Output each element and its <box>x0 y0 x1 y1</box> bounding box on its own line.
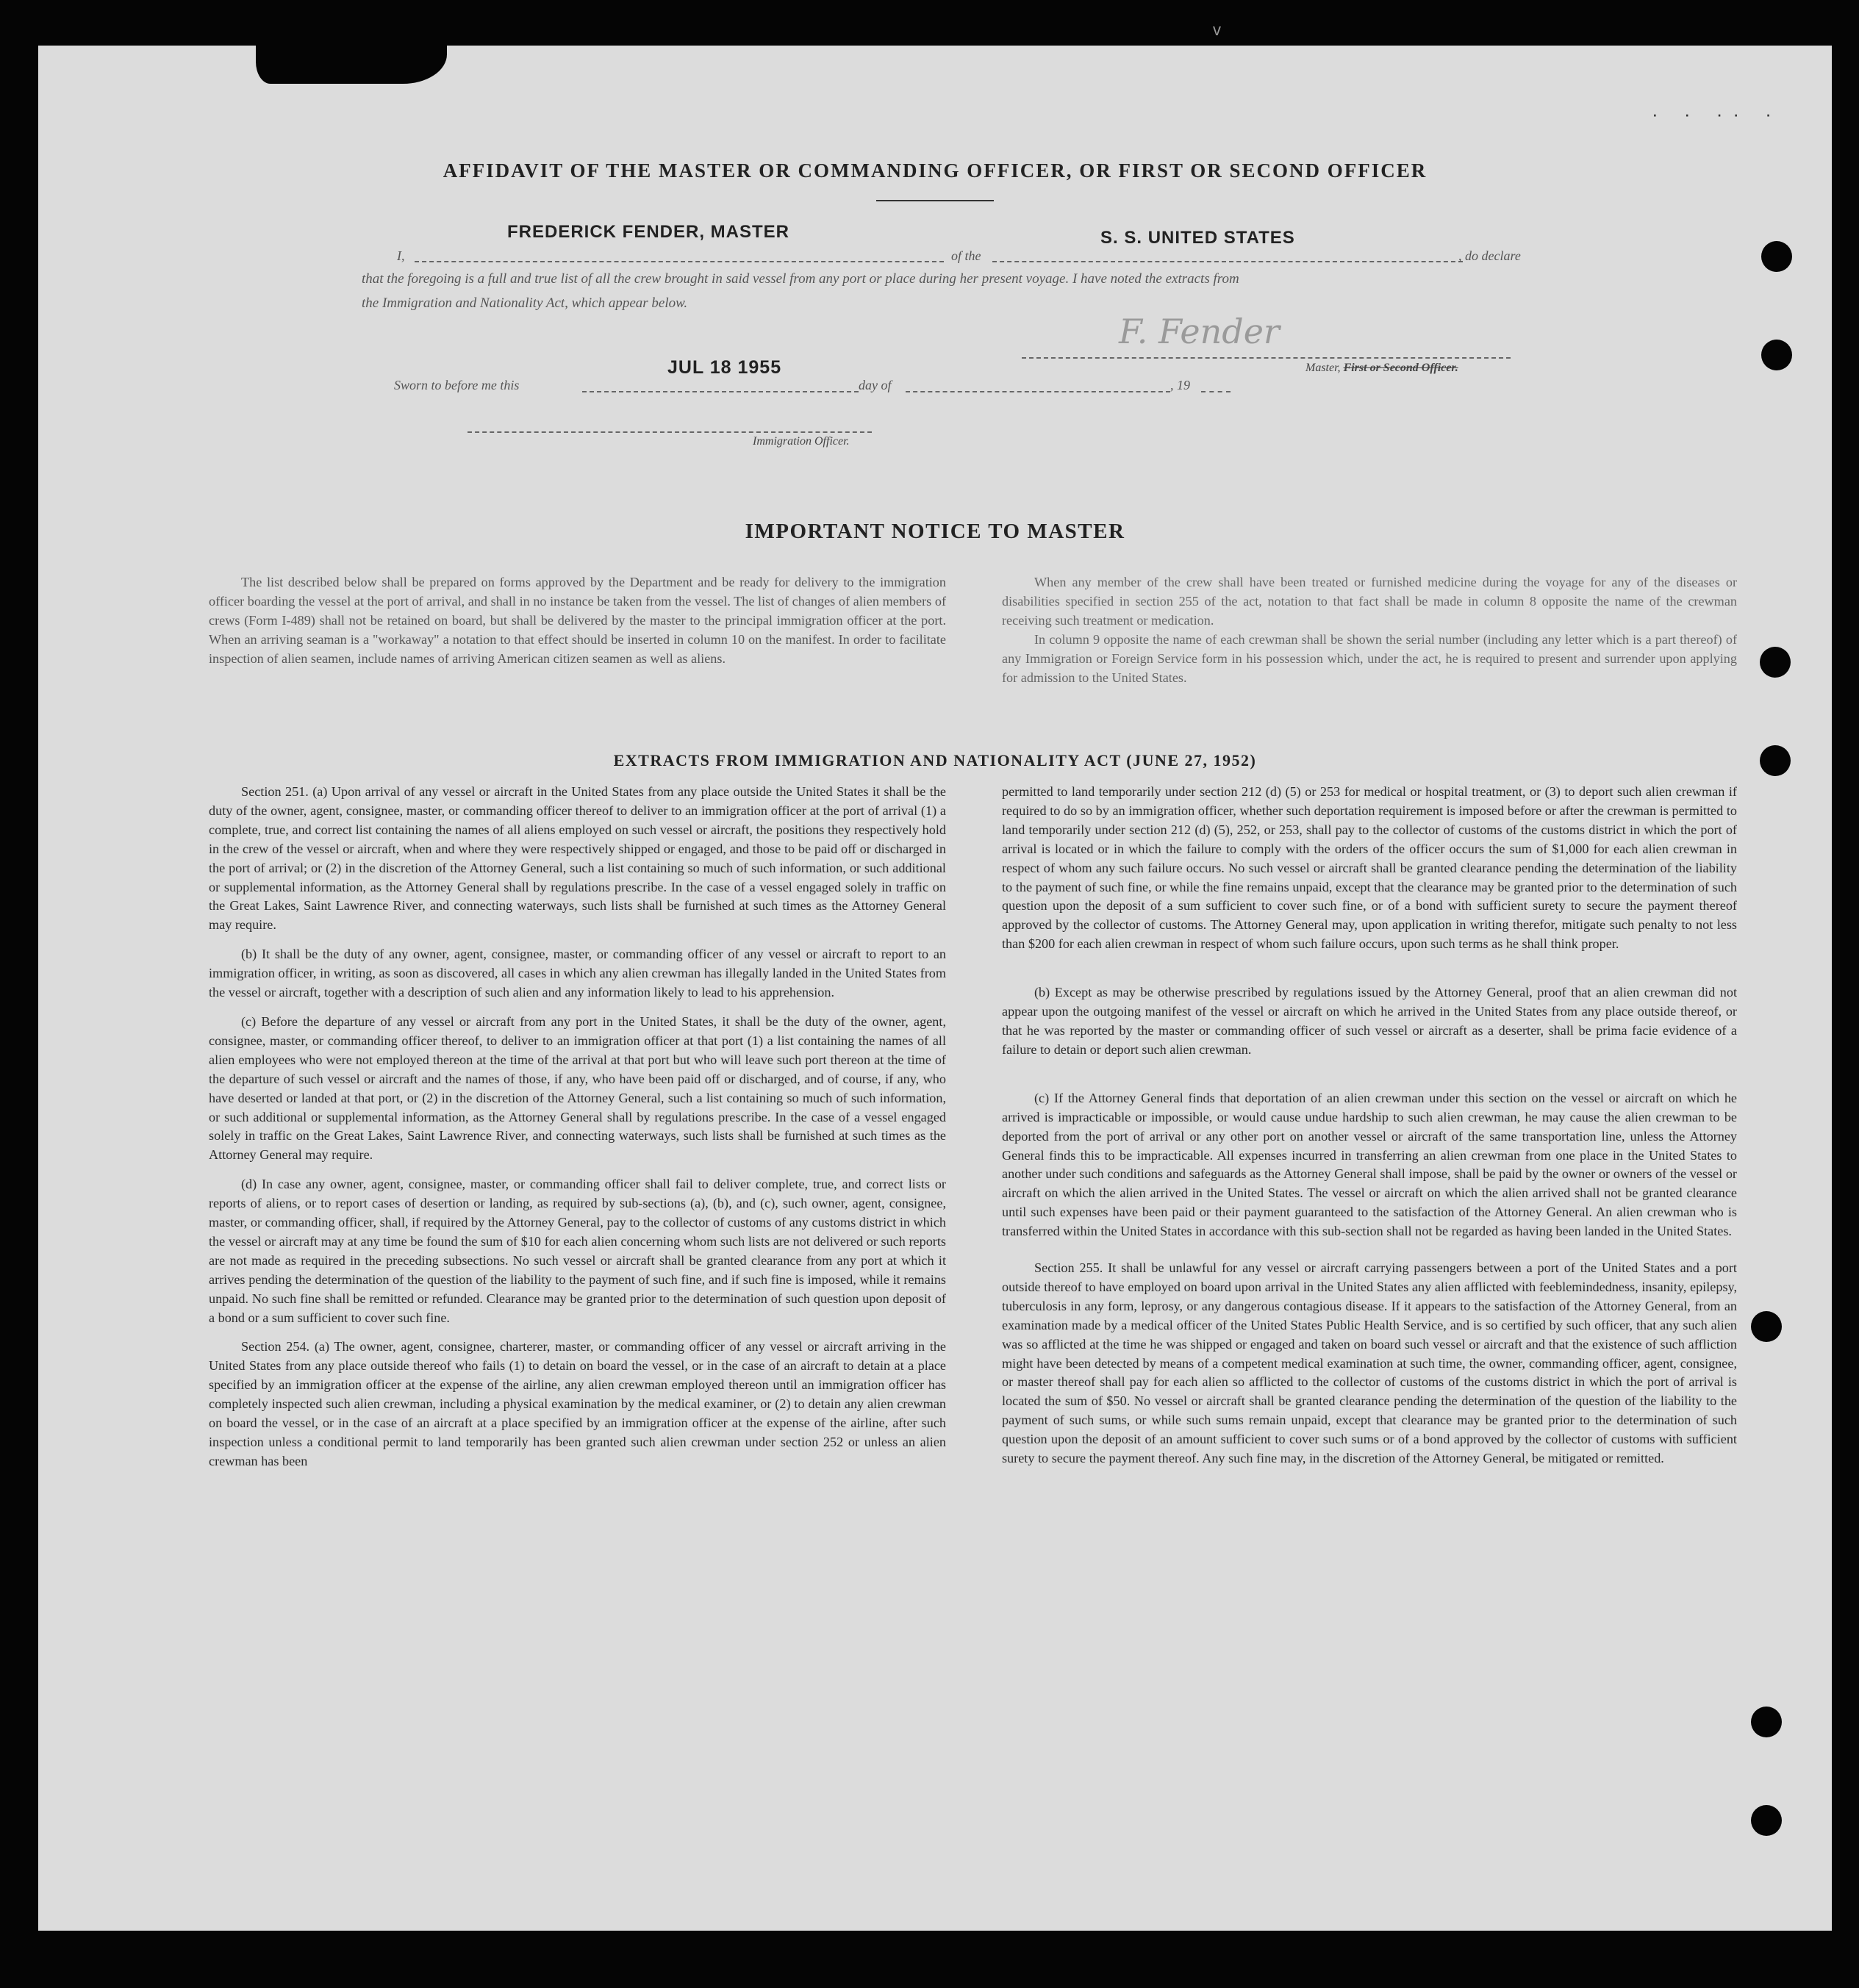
master-signature: F. Fender <box>1119 312 1280 351</box>
punch-hole <box>1761 340 1792 370</box>
section-254-c: (c) If the Attorney General finds that deportation of an alien crewman under this section on the vessel or aircraft on which he arrived is impracticable or impossible, or would cause undue hardship to such alien crewman, he may cause the alien crewman to be deported from the port of arrival or any other port on another vessel or aircraft of the same transportation line, unless the Attorney General finds this to be impracticable. All expenses incurred in transferring an alien crewman from one place in the United States to another under such conditions and safeguards as the Attorney General shall impose, shall be paid by the owner or owners of the vessel or aircraft on which the alien arrived in the United States. The vessel or aircraft on which the alien arrived shall not be granted clearance until such expenses have been paid or their payment guaranteed to the satisfaction of the Attorney General. An alien crewman who is transferred within the United States in accordance with this sub-section shall not be regarded as having been landed in the United States. <box>1002 1090 1737 1239</box>
punch-hole <box>1760 647 1791 678</box>
document-page <box>38 46 1832 1931</box>
immigration-officer-label: Immigration Officer. <box>753 435 850 448</box>
section-251-d: (d) In case any owner, agent, consignee, master, or commanding officer shall fail to deliver complete, true, and correct lists or reports of aliens, or to report cases of desertion or landing, as required by sub-sections (a), (b), and (c), such owner, agent, consignee, master, or commanding officer, shall, if required by the Attorney General, pay to the collector of customs of any customs district in which the vessel or aircraft may at any time be found the sum of $10 for each alien concerning whom such lists are not delivered or such reports are not made as required in the preceding subsections. No such vessel or aircraft shall be granted clearance from any port at which it arrives pending the determination of the question of the liability to the payment of such fine, and if such fine is imposed, while it remains unpaid. No such fine shall be remitted or refunded. Clearance may be granted prior to the determination of such question upon deposit of a bond or a sum sufficient to cover such fine. <box>209 1177 946 1325</box>
notice-right-column <box>1002 573 1737 687</box>
nineteen-label: , 19 <box>1170 378 1190 392</box>
notice-title: IMPORTANT NOTICE TO MASTER <box>745 520 1125 543</box>
section-251-c: (c) Before the departure of any vessel or aircraft from any port in the United States, it shall be the duty of the owner, agent, consignee, master, or commanding officer thereof, to deliver to an immigration officer at that port (1) a list containing the names of all alien employees who were not employed thereon at the time of the arrival at that port but who will leave such port thereon at the time of the departure of such vessel or aircraft and the names of those, if any, who have been paid off or discharged, and of course, if any, who have deserted or landed at that port, or (2) in the discretion of the Attorney General, such a list containing so much of such information, or such additional or supplemental information, as the Attorney General shall by regulations prescribe. In the case of a vessel engaged solely in traffic on the Great Lakes, Saint Lawrence River, and connecting waterways, such lists shall be furnished at such times as the Attorney General may require. <box>209 1013 946 1163</box>
section-251-b: (b) It shall be the duty of any owner, agent, consignee, master, or commanding officer of any vessel or aircraft to report to an immigration officer, in writing, as soon as discovered, all cases in which any alien crewman has illegally landed in the United States from the vessel or aircraft, together with a description of such alien and any information likely to lead to his apprehension. <box>209 947 946 1000</box>
signature-title <box>1305 362 1458 375</box>
corner-marks: · · ·· · <box>1652 103 1782 125</box>
vessel-value: S. S. UNITED STATES <box>1100 228 1295 248</box>
signature-underline <box>1022 357 1511 359</box>
torn-corner <box>256 43 447 84</box>
sworn-label: Sworn to before me this <box>394 378 520 392</box>
i-label: I, <box>397 248 405 263</box>
notice-left-column <box>209 573 946 679</box>
notice-right-paragraph-1: When any member of the crew shall have been treated or furnished medicine during the voyage for any of the diseases or disabilities specified in section 255 of the act, notation to that fact shall be made in column 8 opposite the name of the crewman receiving such treatment or medication. <box>1002 575 1737 628</box>
name-value: FREDERICK FENDER, MASTER <box>507 222 790 242</box>
year-underline <box>1201 391 1231 392</box>
sworn-day-underline <box>582 391 859 392</box>
notice-right-paragraph-2: In column 9 opposite the name of each crewman shall be shown the serial number (including any letter which is a part thereof) of any Immigration or Foreign Service form in his possession which, under the act, he is required to present and surrender upon applying for admission to the United States. <box>1002 631 1737 685</box>
officer-underline <box>468 431 872 433</box>
declaration-line-1: that the foregoing is a full and true list of all the crew brought in said vessel from any port or place during her present voyage. I have noted the extracts from <box>362 271 1239 287</box>
date-stamp: JUL 18 1955 <box>667 357 782 378</box>
of-the-label: of the <box>951 248 981 263</box>
section-254-a-continued: permitted to land temporarily under section 212 (d) (5) or 253 for medical or hospital treatment, or (3) to deport such alien crewman if required to do so by an immigration officer, whether such deportation requirement is imposed before or after the crewman is permitted to land temporarily under section 212 (d) (5), 252, or 253, shall pay to the collector of customs of the customs district in which the port of arrival is located or in which the failure to comply with the orders of the officer occurs the sum of $1,000 for each alien crewman in respect of whom any such failure occurs. No such vessel or aircraft shall be granted clearance pending the determination of the liability to the payment of such fine, or while the fine remains unpaid, except that the clearance may be granted prior to the determination of such question upon the deposit of a sum sufficient to cover such fine, or of a bond with sufficient surety to secure the payment thereof approved by the collector of customs. The Attorney General may, upon application in writing therefor, mitigate such penalty to not less than $200 for each alien crewman in respect of whom such failure occurs, upon such terms as he shall think proper. <box>1002 784 1737 952</box>
notice-left-paragraph: The list described below shall be prepared on forms approved by the Department and be ready for delivery to the immigration officer boarding the vessel at the port of arrival, and shall in no instance be taken from the vessel. The list of changes of alien members of crews (Form I-489) shall not be retained on board, but shall be delivered by the master to the principal immigration officer at the port. When an arriving seaman is a "workaway" a notation to that effect should be inserted in column 10 on the manifest. In order to facilitate inspection of alien seamen, include names of arriving American citizen seamen as well as aliens. <box>209 575 946 666</box>
section-251-a: Section 251. (a) Upon arrival of any vessel or aircraft in the United States from any place outside the United States it shall be the duty of the owner, agent, consignee, master, or commanding officer thereof to deliver to an immigration officer at the port of arrival (1) a complete, true, and correct list containing the names of all aliens employed on such vessel or aircraft, the positions they respectively hold in the crew of the vessel or aircraft, when and where they were respectively shipped or engaged, and those to be paid off or discharged in the port of arrival; or (2) in the discretion of the Attorney General, such a list containing so much of such information, or such additional or supplemental information, as the Attorney General shall by regulations prescribe. In the case of a vessel engaged solely in traffic on the Great Lakes, Saint Lawrence River, and connecting waterways, such lists shall be furnished at such times as the Attorney General may require. <box>209 784 946 933</box>
master-label: Master, <box>1305 362 1341 374</box>
declaration-line-2: the Immigration and Nationality Act, which appear below. <box>362 295 688 311</box>
punch-hole <box>1760 745 1791 776</box>
do-declare-label: , do declare <box>1458 248 1521 263</box>
vessel-underline <box>992 261 1463 262</box>
section-254-a: Section 254. (a) The owner, agent, consignee, charterer, master, or commanding officer of any vessel or aircraft arriving in the United States from any place outside thereof who fails (1) to detain on board the vessel, or in the case of an aircraft to detain at a place specified by an immigration officer at the expense of the airline, any alien crewman employed thereon until an immigration officer has completely inspected such alien crewman, including a physical examination by the medical examiner, or (2) to detain any alien crewman on board the vessel, or in the case of an aircraft at a place specified by an immigration officer at the expense of the airline, after such inspection unless a conditional permit to land temporarily has been granted such alien crewman under section 252 or unless an alien crewman has been <box>209 1339 946 1468</box>
section-254-b: (b) Except as may be otherwise prescribed by regulations issued by the Attorney General, proof that an alien crewman did not appear upon the outgoing manifest of the vessel or aircraft on which he arrived in the United States from any place outside thereof, or that he was reported by the master or commanding officer of such vessel or aircraft as a deserter, shall be prima facie evidence of a failure to detain or deport such alien crewman. <box>1002 985 1737 1057</box>
extracts-left-column <box>209 783 946 1482</box>
affidavit-title: AFFIDAVIT OF THE MASTER OR COMMANDING OFFICER, OR FIRST OR SECOND OFFICER <box>443 159 1428 182</box>
punch-hole <box>1761 241 1792 272</box>
extracts-right-column <box>1002 783 1737 1479</box>
title-rule <box>876 200 994 201</box>
punch-hole <box>1751 1805 1782 1836</box>
punch-hole <box>1751 1311 1782 1342</box>
month-underline <box>906 391 1170 392</box>
day-of-label: day of <box>859 378 892 392</box>
top-mark: v <box>1213 21 1221 39</box>
extracts-title: EXTRACTS FROM IMMIGRATION AND NATIONALITY ACT (JUNE 27, 1952) <box>613 751 1257 769</box>
struck-officer-label: First or Second Officer. <box>1343 362 1458 374</box>
section-255: Section 255. It shall be unlawful for any vessel or aircraft carrying passengers between a port of the United States and a port outside thereof to have employed on board upon arrival in the United States any alien afflicted with feeblemindedness, insanity, epilepsy, tuberculosis in any form, leprosy, or any dangerous contagious disease. If it appears to the satisfaction of the Attorney General, from an examination made by a medical officer of the United States Public Health Service, and is so certified by such officer, that any such alien was so afflicted at the time he was shipped or engaged and taken on board such vessel or aircraft and that the existence of such affliction might have been detected by means of a competent medical examination at such time, the owner, commanding officer, agent, consignee, or master thereof shall pay for each alien so afflicted to the collector of customs of the customs district in which the port of arrival is located the sum of $50. No vessel or aircraft shall be granted clearance pending the determination of the question of the liability to the payment of such sums, or while such sums remain unpaid, except that clearance may be granted prior to the determination of such question upon the deposit of an amount sufficient to cover such sums or of a bond approved by the collector of customs with sufficient surety to secure the payment thereof. Any such fine may, in the discretion of the Attorney General, be mitigated or remitted. <box>1002 1260 1737 1466</box>
name-underline <box>415 261 944 262</box>
punch-hole <box>1751 1707 1782 1737</box>
